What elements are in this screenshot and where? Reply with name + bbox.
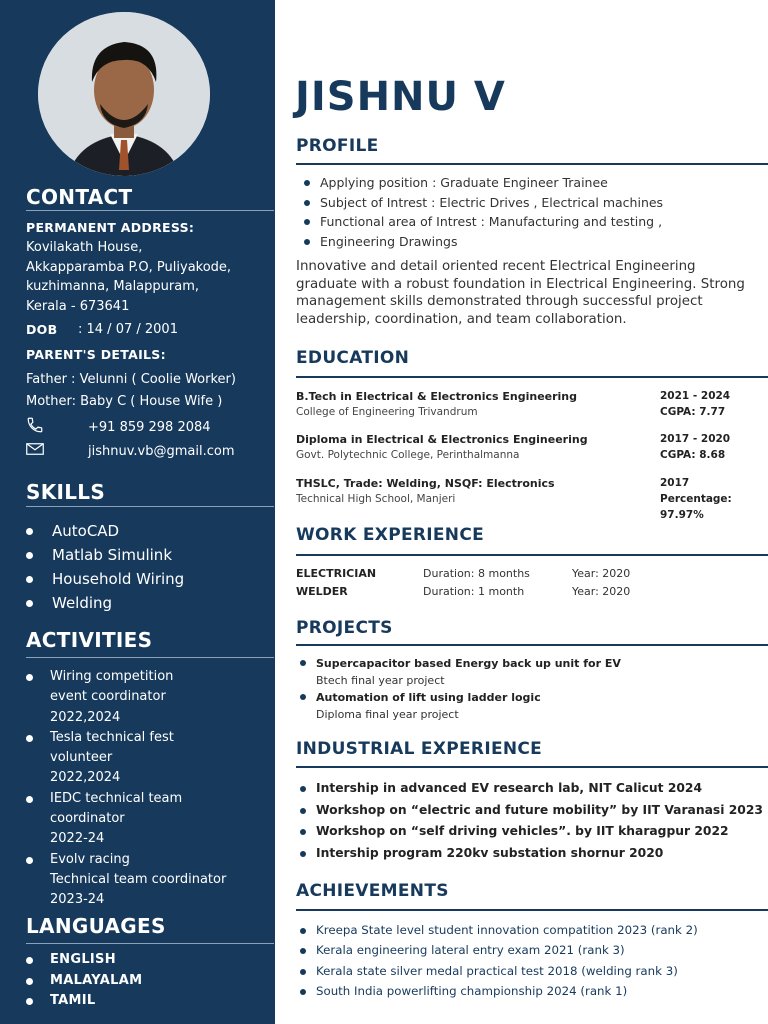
- industrial-divider: [296, 766, 768, 768]
- work-divider: [296, 554, 768, 556]
- work-year: Year: 2020: [572, 567, 631, 580]
- list-item: Evolv racing Technical team coordinator 2023-24: [48, 850, 226, 911]
- candidate-name: JISHNU V: [295, 74, 506, 120]
- phone-icon: [26, 416, 88, 438]
- work-duration: Duration: 1 month: [423, 585, 525, 598]
- dob-value: : 14 / 07 / 2001: [78, 322, 178, 337]
- skills-list: [48, 519, 184, 615]
- list-item: IEDC technical team coordinator 2022-24: [48, 789, 226, 850]
- email-row: [26, 442, 234, 460]
- main-content: [275, 0, 768, 1024]
- phone-number[interactable]: +91 859 298 2084: [88, 419, 211, 435]
- education-meta: 2017 Percentage: 97.97%: [660, 477, 732, 521]
- list-item: Supercapacitor based Energy back up unit for EV Btech final year project: [316, 657, 621, 687]
- list-item: Workshop on “electric and future mobility” by IIT Varanasi 2023: [316, 800, 763, 822]
- list-item: Intership in advanced EV research lab, NIT Calicut 2024: [316, 778, 763, 800]
- industrial-heading: INDUSTRIAL EXPERIENCE: [296, 739, 543, 759]
- work-duration: Duration: 8 months: [423, 567, 530, 580]
- education-school: College of Engineering Trivandrum: [296, 406, 478, 418]
- list-item: TAMIL: [48, 991, 142, 1012]
- address-line: Kerala - 673641: [26, 298, 130, 314]
- email-address[interactable]: jishnuv.vb@gmail.com: [88, 443, 235, 459]
- list-item: Household Wiring: [48, 567, 184, 591]
- father-text: Father : Velunni ( Coolie Worker): [26, 372, 236, 387]
- skills-heading: SKILLS: [26, 480, 106, 504]
- achievements-heading: ACHIEVEMENTS: [296, 881, 449, 901]
- education-school: Govt. Polytechnic College, Perinthalmanna: [296, 449, 520, 461]
- list-item: Tesla technical fest volunteer 2022,2024: [48, 728, 226, 789]
- languages-heading: LANGUAGES: [26, 914, 166, 938]
- work-heading: WORK EXPERIENCE: [296, 525, 485, 545]
- sidebar: [0, 0, 275, 1024]
- projects-heading: PROJECTS: [296, 618, 393, 638]
- list-item: Workshop on “self driving vehicles”. by IIT kharagpur 2022: [316, 821, 763, 843]
- education-meta: 2017 - 2020 CGPA: 8.68: [660, 433, 731, 461]
- profile-photo: [38, 12, 210, 176]
- contact-divider: [26, 210, 274, 211]
- address-line: Kovilakath House,: [26, 240, 143, 255]
- languages-list: [48, 950, 142, 1012]
- activities-list: [48, 667, 226, 911]
- projects-list: [316, 655, 621, 723]
- industrial-list: [316, 778, 763, 865]
- education-divider: [296, 376, 768, 378]
- profile-list: [320, 173, 663, 251]
- work-role: WELDER: [296, 585, 348, 598]
- activities-divider: [26, 657, 274, 658]
- list-item: Kerala state silver medal practical test 2018 (welding rank 3): [316, 961, 698, 981]
- list-item: Welding: [48, 591, 184, 615]
- list-item: Subject of Intrest : Electric Drives , Electrical machines: [320, 193, 663, 213]
- education-school: Technical High School, Manjeri: [296, 493, 456, 505]
- address-label: PERMANENT ADDRESS:: [26, 220, 195, 235]
- profile-heading: PROFILE: [296, 136, 379, 156]
- parents-label: PARENT'S DETAILS:: [26, 347, 166, 362]
- list-item: Applying position : Graduate Engineer Trainee: [320, 173, 663, 193]
- list-item: AutoCAD: [48, 519, 184, 543]
- list-item: Functional area of Intrest : Manufacturing and testing ,: [320, 212, 663, 232]
- activities-heading: ACTIVITIES: [26, 628, 153, 652]
- mother-text: Mother: Baby C ( House Wife ): [26, 394, 223, 409]
- education-title: Diploma in Electrical & Electronics Engineering: [296, 433, 588, 446]
- list-item: MALAYALAM: [48, 971, 142, 992]
- list-item: South India powerlifting championship 2024 (rank 1): [316, 981, 698, 1001]
- list-item: ENGLISH: [48, 950, 142, 971]
- achievements-list: [316, 920, 698, 1001]
- phone-row: [26, 416, 211, 438]
- address-line: kuzhimanna, Malappuram,: [26, 279, 199, 294]
- dob-label: DOB: [26, 322, 58, 337]
- education-title: B.Tech in Electrical & Electronics Engineering: [296, 390, 578, 403]
- list-item: Intership program 220kv substation shornur 2020: [316, 843, 763, 865]
- list-item-continuation: Engineering Drawings: [320, 232, 663, 252]
- list-item: Automation of lift using ladder logic Diploma final year project: [316, 689, 621, 723]
- profile-divider: [296, 163, 768, 165]
- skills-divider: [26, 506, 274, 507]
- education-title: THSLC, Trade: Welding, NSQF: Electronics: [296, 477, 555, 490]
- list-item: Wiring competition event coordinator 2022,2024: [48, 667, 226, 728]
- education-heading: EDUCATION: [296, 348, 410, 368]
- profile-summary: Innovative and detail oriented recent Electrical Engineering graduate with a robust foundation in Electrical Engineering. Strong management skills demonstrated through successful project leadership, coordination, and team collaboration.: [296, 259, 745, 327]
- projects-divider: [296, 644, 768, 646]
- address-line: Akkapparamba P.O, Puliyakode,: [26, 259, 232, 275]
- work-role: ELECTRICIAN: [296, 567, 377, 580]
- list-item: Matlab Simulink: [48, 543, 184, 567]
- achievements-divider: [296, 909, 768, 911]
- education-meta: 2021 - 2024 CGPA: 7.77: [660, 390, 731, 418]
- address-text: [26, 238, 231, 316]
- envelope-icon: [26, 442, 88, 460]
- list-item: Kerala engineering lateral entry exam 2021 (rank 3): [316, 940, 698, 960]
- languages-divider: [26, 943, 274, 944]
- list-item: Kreepa State level student innovation compatition 2023 (rank 2): [316, 920, 698, 940]
- contact-heading: CONTACT: [26, 185, 133, 209]
- work-year: Year: 2020: [572, 585, 631, 598]
